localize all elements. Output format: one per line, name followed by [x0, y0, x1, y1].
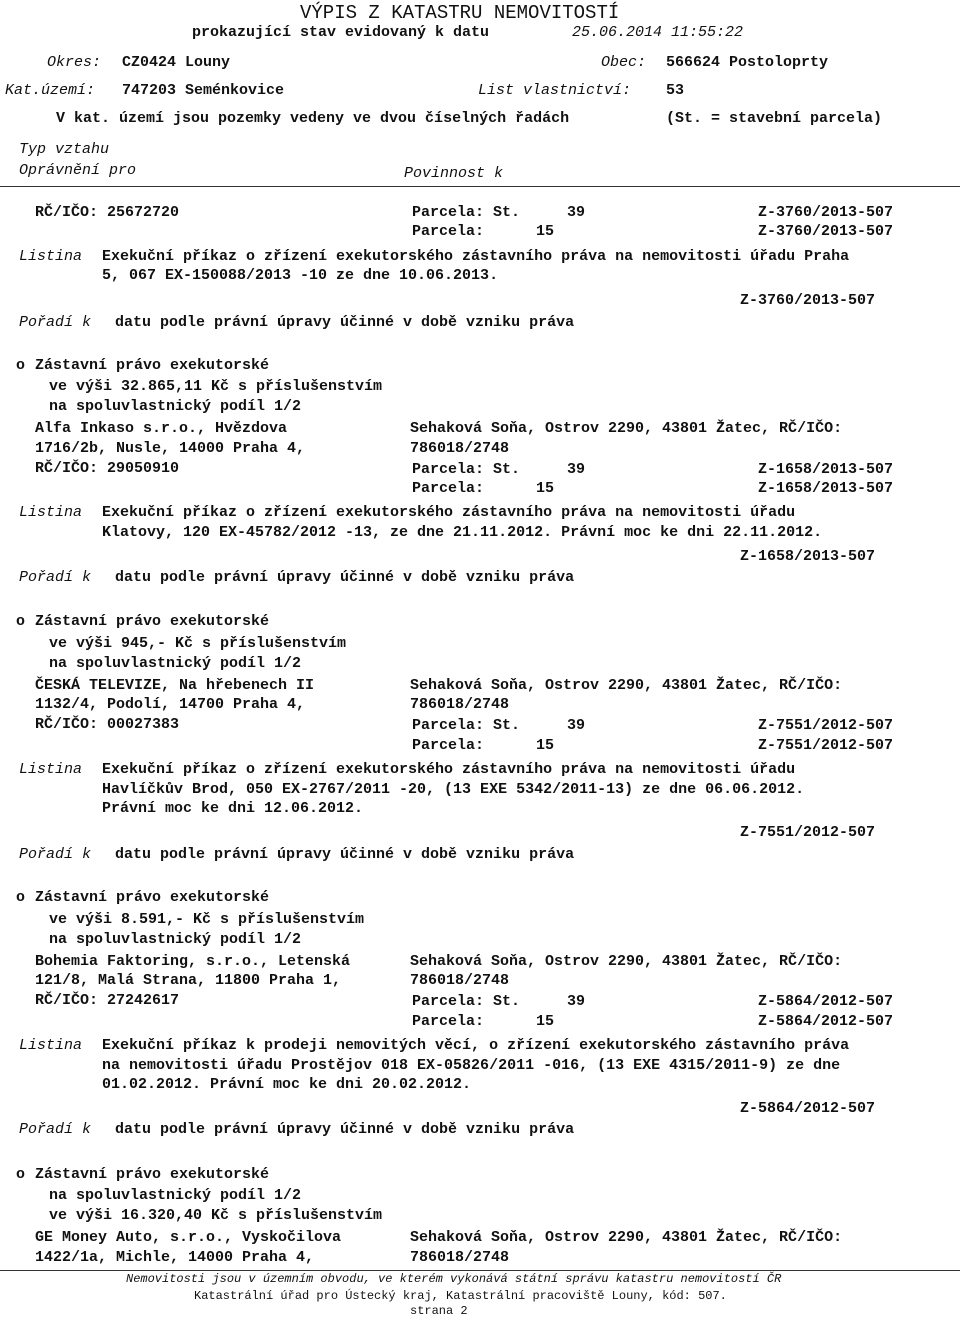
- right-detail: na spoluvlastnický podíl 1/2: [49, 398, 302, 415]
- column-opravneni-pro: Oprávnění pro: [19, 162, 137, 179]
- listina-reference: Z-5864/2012-507: [740, 1100, 876, 1117]
- obec-value: 566624 Postoloprty: [666, 54, 829, 71]
- right-detail: na spoluvlastnický podíl 1/2: [49, 1187, 302, 1204]
- subtitle-date: 25.06.2014 11:55:22: [572, 24, 744, 41]
- katuzemi-value: 747203 Seménkovice: [122, 82, 285, 99]
- owner-line: ČESKÁ TELEVIZE, Na hřebenech II: [35, 677, 315, 694]
- okres-label: Okres:: [47, 54, 102, 71]
- parcel-label: Parcela:: [412, 1013, 485, 1030]
- owner-line: 1716/2b, Nusle, 14000 Praha 4,: [35, 440, 306, 457]
- poradi-text: datu podle právní úpravy účinné v době vzniku práva: [115, 1121, 575, 1138]
- listina-text: na nemovitosti úřadu Prostějov 018 EX-05826/2011 -016, (13 EXE 4315/2011-9) ze dne: [102, 1057, 841, 1074]
- parcel-reference: Z-5864/2012-507: [758, 993, 894, 1010]
- owner-line: RČ/IČO: 27242617: [35, 992, 180, 1009]
- parcel-number: 15: [536, 480, 555, 497]
- owner-line: RČ/IČO: 00027383: [35, 716, 180, 733]
- parcel-label: Parcela: St.: [412, 204, 521, 221]
- entry-marker: o: [16, 613, 26, 630]
- series-note-legend: (St. = stavební parcela): [666, 110, 883, 127]
- right-detail: na spoluvlastnický podíl 1/2: [49, 655, 302, 672]
- parcel-label: Parcela:: [412, 223, 485, 240]
- parcel-label: Parcela: St.: [412, 717, 521, 734]
- right-detail: na spoluvlastnický podíl 1/2: [49, 931, 302, 948]
- obligor-line: Sehaková Soňa, Ostrov 2290, 43801 Žatec, RČ/IČO:: [410, 420, 843, 437]
- parcel-label: Parcela: St.: [412, 461, 521, 478]
- parcel-label: Parcela:: [412, 480, 485, 497]
- listina-reference: Z-1658/2013-507: [740, 548, 876, 565]
- header-rule: [0, 186, 960, 187]
- poradi-label: Pořadí k: [19, 314, 92, 331]
- right-heading: Zástavní právo exekutorské: [35, 357, 270, 374]
- obligor-line: 786018/2748: [410, 696, 510, 713]
- poradi-text: datu podle právní úpravy účinné v době vzniku práva: [115, 314, 575, 331]
- listina-text: Klatovy, 120 EX-45782/2012 -13, ze dne 21.11.2012. Právní moc ke dni 22.11.2012.: [102, 524, 823, 541]
- parcel-reference: Z-5864/2012-507: [758, 1013, 894, 1030]
- listina-text: Exekuční příkaz o zřízení exekutorského zástavního práva na nemovitosti úřadu Praha: [102, 248, 850, 265]
- listina-text: Právní moc ke dni 12.06.2012.: [102, 800, 364, 817]
- parcel-label: Parcela: St.: [412, 993, 521, 1010]
- parcel-label: Parcela:: [412, 737, 485, 754]
- entry-marker: o: [16, 889, 26, 906]
- parcel-number: 15: [536, 223, 555, 240]
- listina-reference: Z-7551/2012-507: [740, 824, 876, 841]
- owner-line: RČ/IČO: 25672720: [35, 204, 180, 221]
- poradi-label: Pořadí k: [19, 569, 92, 586]
- listina-text: 5, 067 EX-150088/2013 -10 ze dne 10.06.2013.: [102, 267, 499, 284]
- poradi-text: datu podle právní úpravy účinné v době vzniku práva: [115, 846, 575, 863]
- okres-value: CZ0424 Louny: [122, 54, 231, 71]
- right-detail: ve výši 8.591,- Kč s příslušenstvím: [49, 911, 365, 928]
- page-number: strana 2: [410, 1304, 468, 1318]
- listina-text: 01.02.2012. Právní moc ke dni 20.02.2012.: [102, 1076, 472, 1093]
- parcel-number: 39: [567, 993, 586, 1010]
- listina-label: Listina: [19, 504, 83, 521]
- obec-label: Obec:: [601, 54, 647, 71]
- poradi-text: datu podle právní úpravy účinné v době vzniku práva: [115, 569, 575, 586]
- listina-text: Exekuční příkaz o zřízení exekutorského zástavního práva na nemovitosti úřadu: [102, 761, 796, 778]
- obligor-line: 786018/2748: [410, 972, 510, 989]
- parcel-reference: Z-7551/2012-507: [758, 717, 894, 734]
- parcel-reference: Z-3760/2013-507: [758, 204, 894, 221]
- owner-line: 1132/4, Podolí, 14700 Praha 4,: [35, 696, 306, 713]
- column-povinnost-k: Povinnost k: [404, 165, 504, 182]
- list-label: List vlastnictví:: [478, 82, 632, 99]
- parcel-reference: Z-1658/2013-507: [758, 480, 894, 497]
- series-note: V kat. území jsou pozemky vedeny ve dvou číselných řadách: [56, 110, 570, 127]
- obligor-line: Sehaková Soňa, Ostrov 2290, 43801 Žatec, RČ/IČO:: [410, 1229, 843, 1246]
- obligor-line: 786018/2748: [410, 1249, 510, 1266]
- listina-label: Listina: [19, 761, 83, 778]
- obligor-line: Sehaková Soňa, Ostrov 2290, 43801 Žatec, RČ/IČO:: [410, 953, 843, 970]
- obligor-line: Sehaková Soňa, Ostrov 2290, 43801 Žatec, RČ/IČO:: [410, 677, 843, 694]
- list-value: 53: [666, 82, 685, 99]
- parcel-reference: Z-7551/2012-507: [758, 737, 894, 754]
- right-heading: Zástavní právo exekutorské: [35, 613, 270, 630]
- parcel-number: 39: [567, 461, 586, 478]
- right-detail: ve výši 32.865,11 Kč s příslušenstvím: [49, 378, 383, 395]
- owner-line: Bohemia Faktoring, s.r.o., Letenská: [35, 953, 351, 970]
- subtitle-label: prokazující stav evidovaný k datu: [192, 24, 490, 41]
- listina-label: Listina: [19, 1037, 83, 1054]
- poradi-label: Pořadí k: [19, 846, 92, 863]
- right-detail: ve výši 945,- Kč s příslušenstvím: [49, 635, 347, 652]
- listina-reference: Z-3760/2013-507: [740, 292, 876, 309]
- owner-line: GE Money Auto, s.r.o., Vyskočilova: [35, 1229, 342, 1246]
- obligor-line: 786018/2748: [410, 440, 510, 457]
- entry-marker: o: [16, 357, 26, 374]
- parcel-reference: Z-3760/2013-507: [758, 223, 894, 240]
- katuzemi-label: Kat.území:: [5, 82, 96, 99]
- footer-line: Nemovitosti jsou v územním obvodu, ve kterém vykonává státní správu katastru nemovitostí ČR: [126, 1272, 782, 1286]
- column-typ-vztahu: Typ vztahu: [19, 141, 110, 158]
- right-heading: Zástavní právo exekutorské: [35, 1166, 270, 1183]
- listina-text: Havlíčkův Brod, 050 EX-2767/2011 -20, (13 EXE 5342/2011-13) ze dne 06.06.2012.: [102, 781, 805, 798]
- listina-text: Exekuční příkaz k prodeji nemovitých věcí, o zřízení exekutorského zástavního práva: [102, 1037, 850, 1054]
- entry-marker: o: [16, 1166, 26, 1183]
- listina-text: Exekuční příkaz o zřízení exekutorského zástavního práva na nemovitosti úřadu: [102, 504, 796, 521]
- footer-line: Katastrální úřad pro Ústecký kraj, Katastrální pracoviště Louny, kód: 507.: [194, 1289, 727, 1303]
- right-detail: ve výši 16.320,40 Kč s příslušenstvím: [49, 1207, 383, 1224]
- footer-rule: [0, 1270, 960, 1271]
- owner-line: Alfa Inkaso s.r.o., Hvězdova: [35, 420, 288, 437]
- owner-line: 121/8, Malá Strana, 11800 Praha 1,: [35, 972, 342, 989]
- parcel-number: 15: [536, 1013, 555, 1030]
- owner-line: 1422/1a, Michle, 14000 Praha 4,: [35, 1249, 315, 1266]
- parcel-number: 39: [567, 204, 586, 221]
- document-title: VÝPIS Z KATASTRU NEMOVITOSTÍ: [300, 2, 620, 24]
- owner-line: RČ/IČO: 29050910: [35, 460, 180, 477]
- listina-label: Listina: [19, 248, 83, 265]
- parcel-number: 39: [567, 717, 586, 734]
- poradi-label: Pořadí k: [19, 1121, 92, 1138]
- parcel-reference: Z-1658/2013-507: [758, 461, 894, 478]
- right-heading: Zástavní právo exekutorské: [35, 889, 270, 906]
- parcel-number: 15: [536, 737, 555, 754]
